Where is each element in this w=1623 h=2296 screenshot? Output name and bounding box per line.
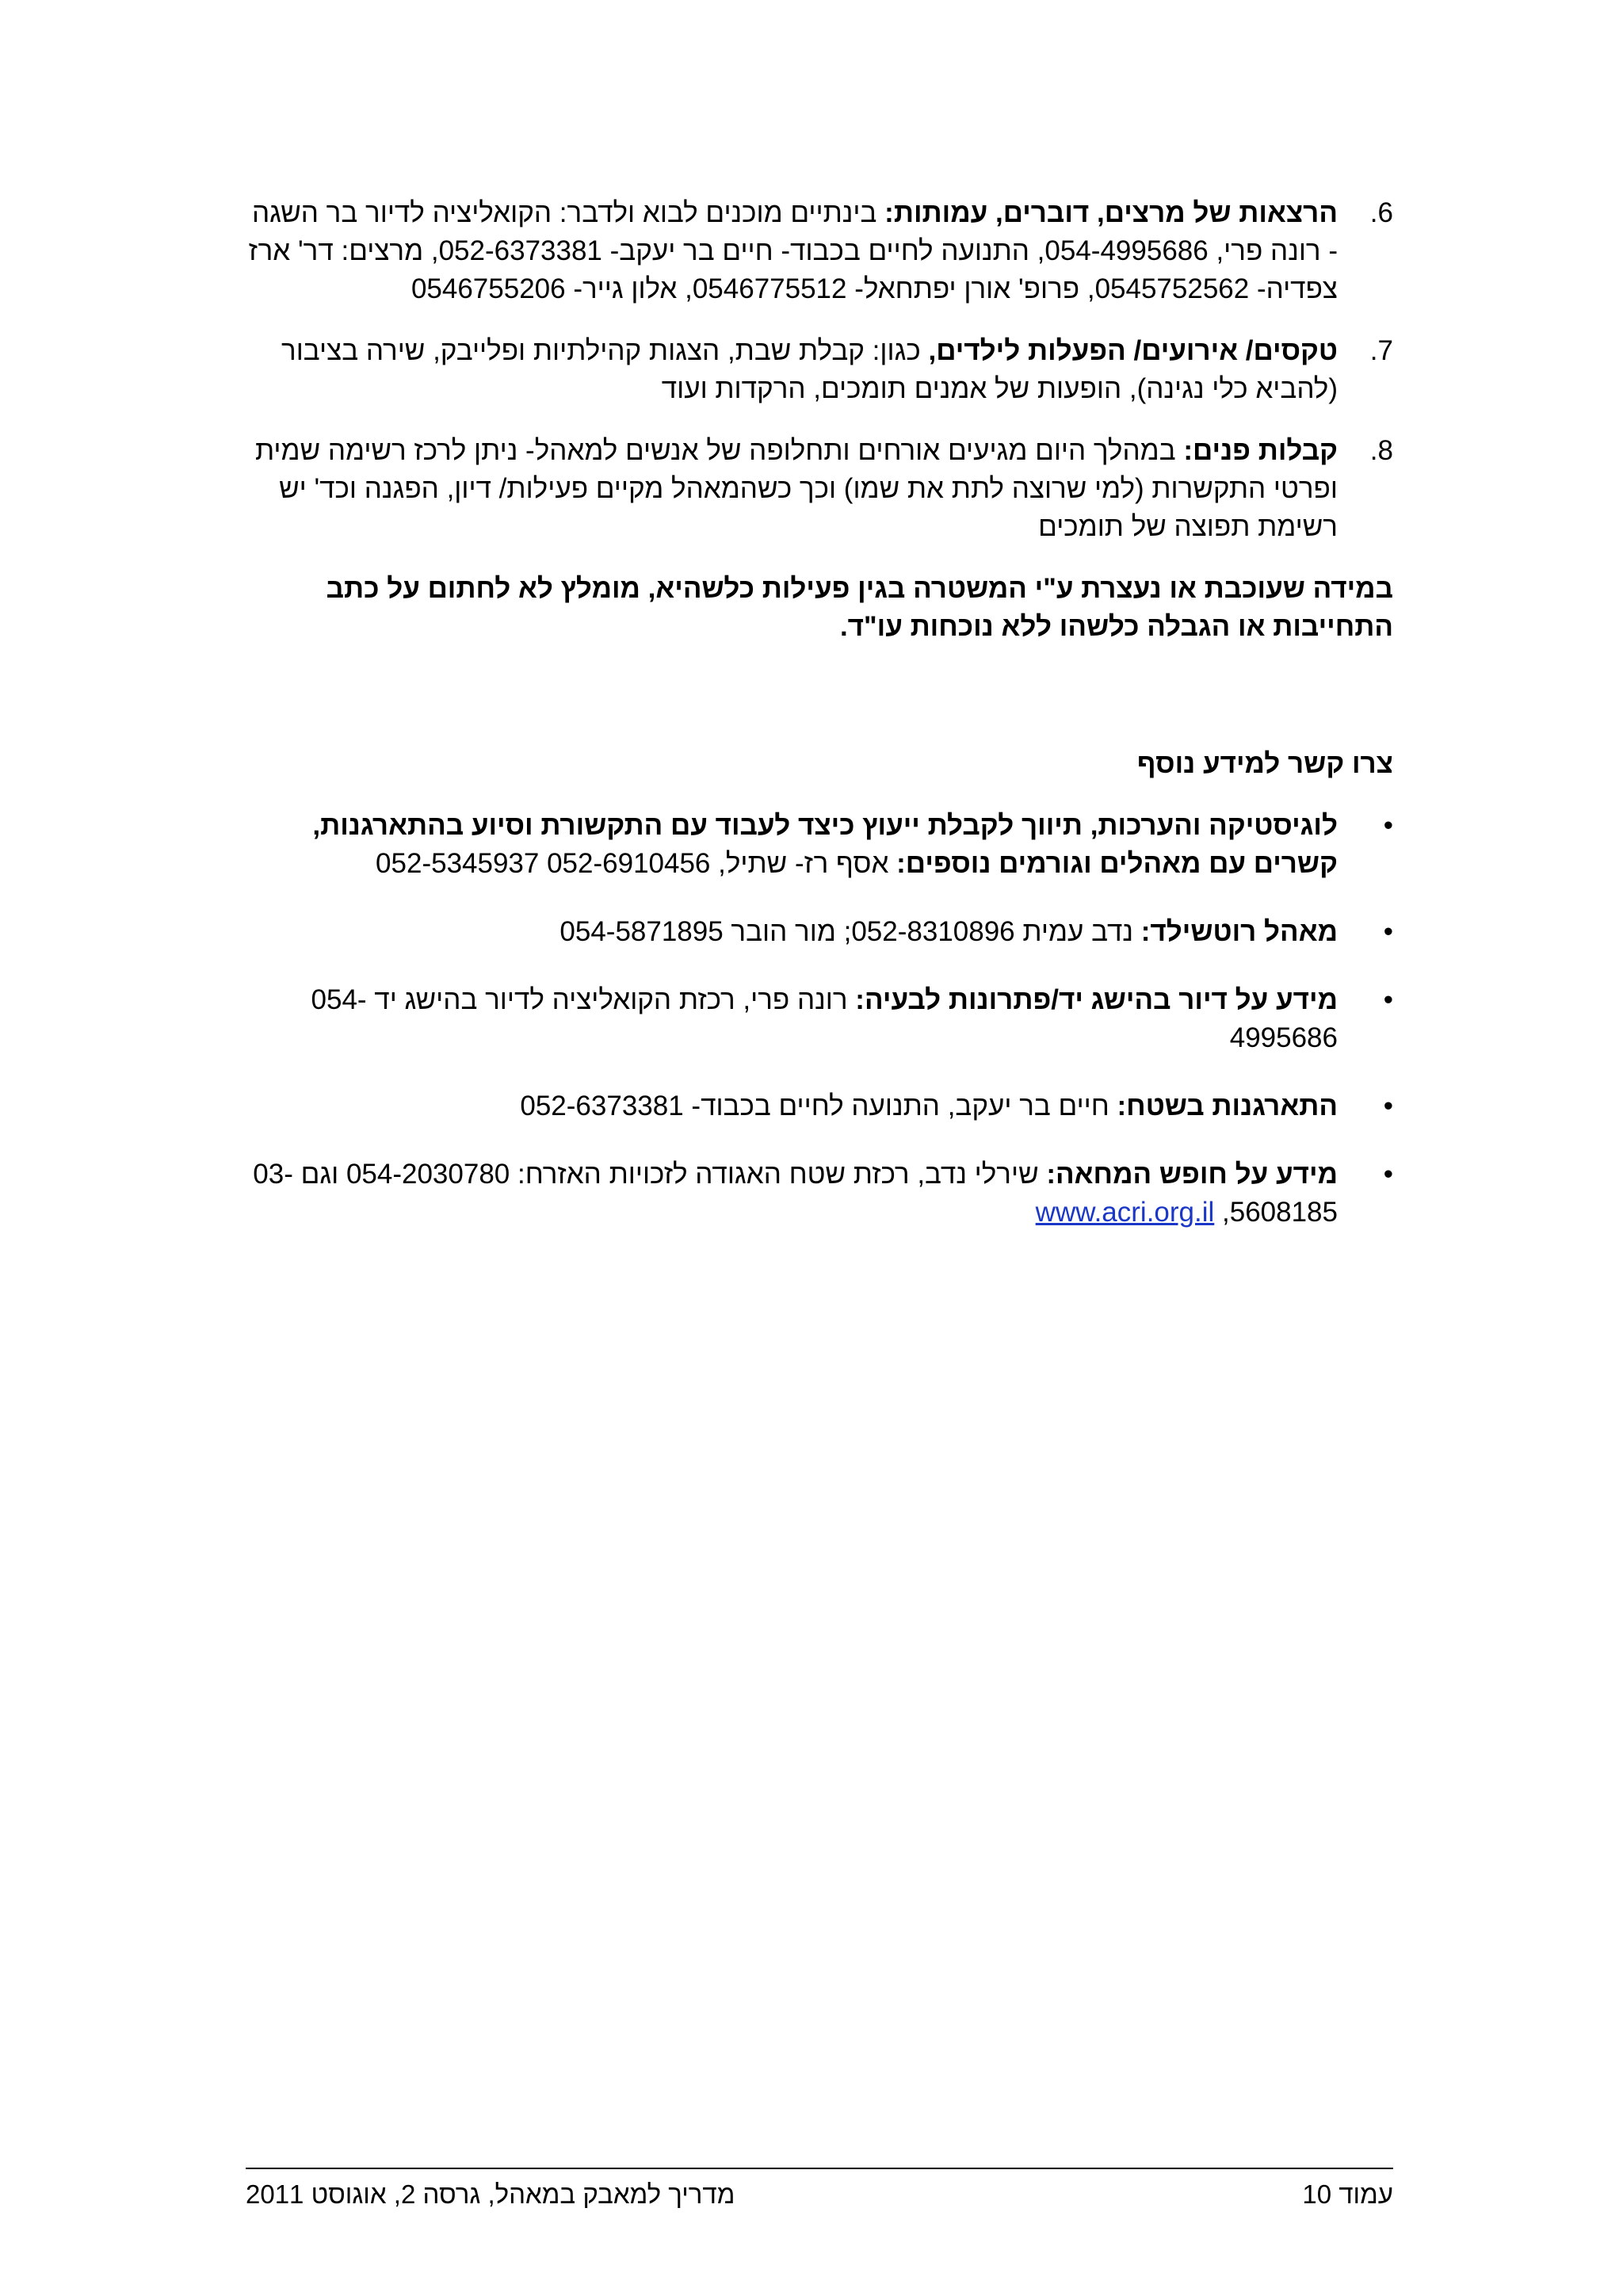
contact-item-text (246, 1087, 1338, 1125)
list-item-heading: הרצאות של מרצים, דוברים, עמותות: (884, 197, 1338, 228)
list-item-text (246, 332, 1338, 408)
contact-item-heading: מידע על דיור בהישג יד/פתרונות לבעיה: (855, 984, 1338, 1015)
bullet-icon: • (1383, 810, 1393, 841)
list-item-body: במהלך היום מגיעים אורחים ותחלופה של אנשים למאהל- ניתן לרכז רשימה שמית ופרטי התקשרות (למי שרוצה לתת את שמו) וכך כשהמאהל מקיים פעילות/ דיון, הפגנה וכד' יש רשימת תפוצה של תומכים (254, 435, 1338, 542)
contact-item-body: רונה פרי, רכזת הקואליציה לדיור בהישג יד 054-4995686 (311, 984, 1338, 1053)
contact-item-text (246, 981, 1338, 1057)
bullet-icon: • (1383, 1159, 1393, 1190)
contact-item-body: שירלי נדב, רכזת שטח האגודה לזכויות האזרח: 054-2030780 וגם 03-5608185, (253, 1159, 1338, 1228)
contact-item-housing (246, 981, 1393, 1057)
contact-item-field (246, 1087, 1393, 1125)
list-number: 6. (1369, 197, 1393, 228)
list-item-heading: קבלות פנים: (1183, 435, 1338, 466)
contact-item-body: חיים בר יעקב, התנועה לחיים בכבוד- 052-6373381 (520, 1091, 1117, 1121)
list-item-8 (246, 432, 1393, 546)
contact-item-text (246, 807, 1338, 883)
contact-item-heading: מידע על חופש המחאה: (1046, 1159, 1338, 1190)
contact-item-heading: התארגנות בשטח: (1117, 1091, 1338, 1121)
contact-section-title: צרו קשר למידע נוסף (1136, 748, 1393, 779)
contact-item-text (246, 1156, 1338, 1232)
page-footer (246, 2168, 1393, 2209)
list-item-7 (246, 332, 1393, 408)
contact-item-logistics (246, 807, 1393, 883)
contact-item-heading: מאהל רוטשילד: (1140, 916, 1338, 947)
list-number: 7. (1369, 335, 1393, 366)
contact-item-text (246, 913, 1338, 951)
acri-link[interactable]: www.acri.org.il (1035, 1197, 1215, 1228)
bullet-icon: • (1383, 1091, 1393, 1121)
legal-warning: במידה שעוכבת או נעצרת ע"י המשטרה בגין פעילות כלשהיא, מומלץ לא לחתום על כתב התחייבות או הגבלה כלשהו ללא נוכחות עו"ד. (326, 573, 1393, 642)
contact-item-heading: לוגיסטיקה והערכות, תיווך לקבלת ייעוץ כיצד לעבוד עם התקשורת וסיוע בהתארגנות, קשרים עם מאהלים וגורמים נוספים: (312, 810, 1338, 879)
list-item-text (246, 194, 1338, 308)
list-item-heading: טקסים/ אירועים/ הפעלות לילדים, (928, 335, 1338, 366)
list-item-body: בינתיים מוכנים לבוא ולדבר: הקואליציה לדיור בר השגה - רונה פרי, 054-4995686, התנועה לחיים בכבוד- חיים בר יעקב- 052-6373381, מרצים: דר' ארז צפדיה- 0545752562, פרופ' אורן יפתחאל- 0546775512, אלון גייר- 0546755206 (248, 197, 1338, 304)
contact-item-body: נדב עמית 052-8310896; מור הובר 054-5871895 (559, 916, 1141, 947)
bullet-icon: • (1383, 916, 1393, 947)
guide-version: מדריך למאבק במאהל, גרסה 2, אוגוסט 2011 (246, 2179, 735, 2209)
list-number: 8. (1369, 435, 1393, 466)
list-item-body: כגון: קבלת שבת, הצגות קהילתיות ופלייבק, שירה בציבור (להביא כלי נגינה), הופעות של אמנים תומכים, הרקדות ועוד (281, 335, 1338, 404)
list-item-6 (246, 194, 1393, 308)
bullet-icon: • (1383, 984, 1393, 1015)
document-body (246, 194, 1393, 1262)
contact-item-rothschild (246, 913, 1393, 951)
contact-item-body: אסף רז- שתיל, 052-6910456 052-5345937 (376, 848, 897, 879)
list-item-text (246, 432, 1338, 546)
contact-item-protest-rights (246, 1156, 1393, 1232)
page-number: עמוד 10 (1302, 2179, 1393, 2209)
